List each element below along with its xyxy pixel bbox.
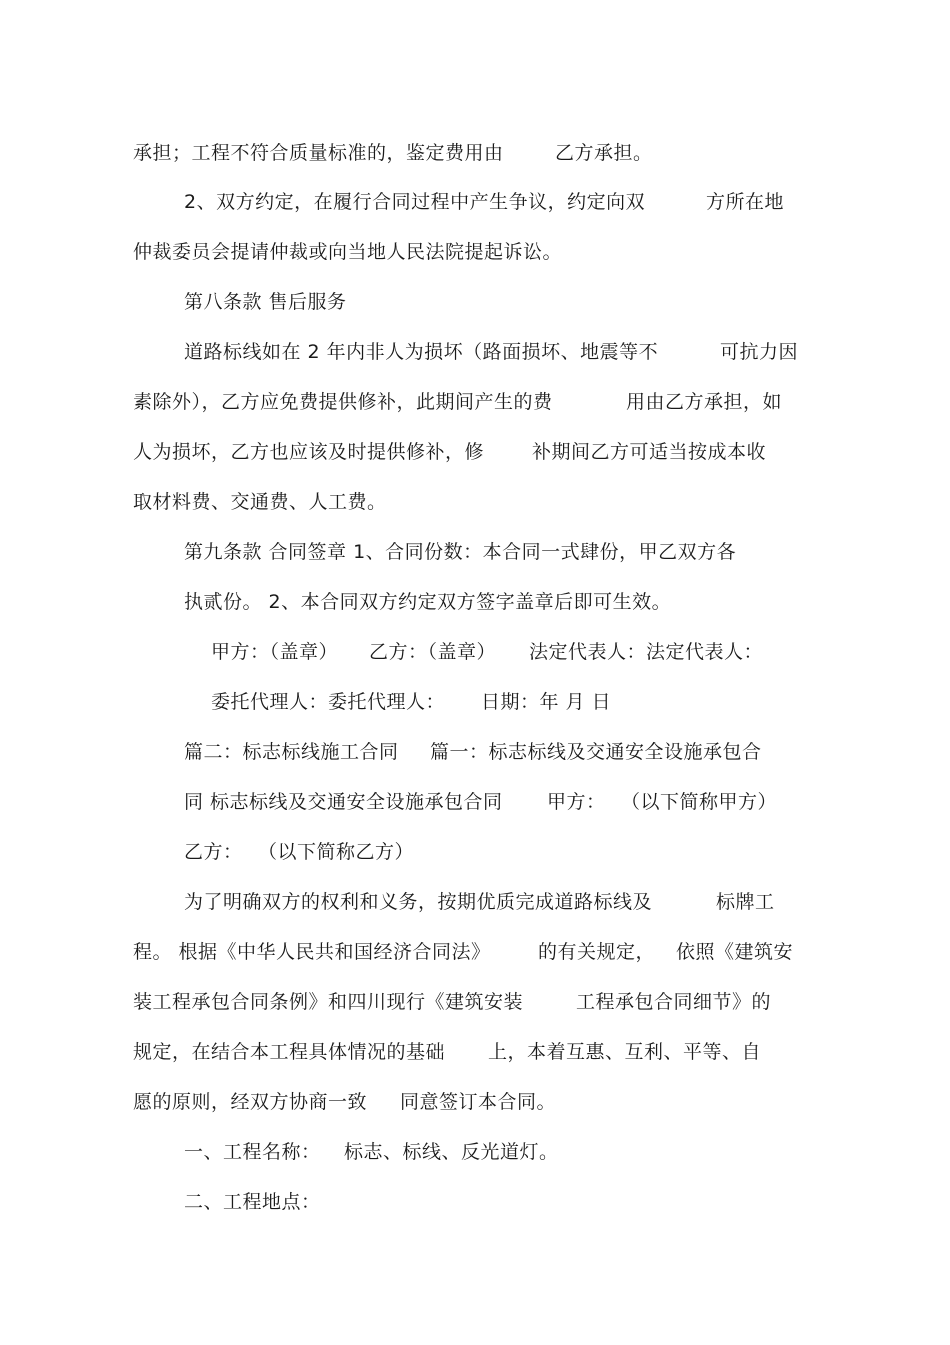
text-segment: 依照《建筑安 bbox=[676, 941, 794, 963]
text-segment: 委托代理人：委托代理人： bbox=[211, 691, 446, 713]
text-segment: （以下简称甲方） bbox=[621, 791, 778, 813]
text-segment: 法定代表人：法定代表人： bbox=[529, 641, 764, 663]
text-segment: 篇二：标志标线施工合同 bbox=[184, 741, 399, 763]
text-segment: 日期：年 月 日 bbox=[481, 691, 612, 713]
text-segment: 执贰份。 2、本合同双方约定双方签字盖章后即可生效。 bbox=[184, 591, 672, 613]
text-segment: 一、工程名称： bbox=[184, 1141, 321, 1163]
text-segment: 为了明确双方的权利和义务，按期优质完成道路标线及 bbox=[184, 891, 653, 913]
text-segment: 道路标线如在 2 年内非人为损坏（路面损坏、地震等不 bbox=[184, 341, 659, 363]
text-segment: 甲方：（盖章） bbox=[211, 641, 339, 663]
text-segment: 的有关规定， bbox=[538, 941, 656, 963]
text-segment: 同意签订本合同。 bbox=[400, 1091, 557, 1113]
text-segment: 同 标志标线及交通安全设施承包合同 bbox=[184, 791, 503, 813]
text-segment: 程。 根据《中华人民共和国经济合同法》 bbox=[133, 941, 491, 963]
text-segment: 第九条款 合同签章 1、合同份数：本合同一式肆份，甲乙双方各 bbox=[184, 541, 737, 563]
text-segment: 篇一：标志标线及交通安全设施承包合 bbox=[430, 741, 762, 763]
text-segment: 工程承包合同细节》的 bbox=[576, 991, 772, 1013]
text-segment: 规定，在结合本工程具体情况的基础 bbox=[133, 1041, 446, 1063]
text-segment: 愿的原则，经双方协商一致 bbox=[133, 1091, 368, 1113]
text-segment: 人为损坏，乙方也应该及时提供修补，修 bbox=[133, 441, 485, 463]
text-segment: 乙方：（盖章） bbox=[369, 641, 497, 663]
text-segment: 取材料费、交通费、人工费。 bbox=[133, 491, 387, 513]
text-segment: 承担；工程不符合质量标准的，鉴定费用由 bbox=[133, 142, 504, 164]
text-segment: 仲裁委员会提请仲裁或向当地人民法院提起诉讼。 bbox=[133, 241, 563, 263]
text-segment: 用由乙方承担，如 bbox=[626, 391, 783, 413]
text-segment: 上，本着互惠、互利、平等、自 bbox=[488, 1041, 762, 1063]
text-segment: 补期间乙方可适当按成本收 bbox=[532, 441, 767, 463]
text-segment: 素除外），乙方应免费提供修补，此期间产生的费 bbox=[133, 391, 553, 413]
text-segment: 乙方承担。 bbox=[555, 142, 653, 164]
text-segment: 标志、标线、反光道灯。 bbox=[344, 1141, 559, 1163]
text-segment: 方所在地 bbox=[706, 191, 785, 213]
text-segment: 标牌工 bbox=[716, 891, 775, 913]
text-segment: 二、工程地点： bbox=[184, 1191, 321, 1213]
text-segment: （以下简称乙方） bbox=[258, 841, 415, 863]
text-segment: 2、双方约定，在履行合同过程中产生争议，约定向双 bbox=[184, 191, 646, 213]
text-segment: 乙方： bbox=[184, 841, 243, 863]
text-segment: 装工程承包合同条例》和四川现行《建筑安装 bbox=[133, 991, 524, 1013]
text-segment: 第八条款 售后服务 bbox=[184, 291, 347, 313]
text-segment: 可抗力因 bbox=[720, 341, 799, 363]
text-segment: 甲方： bbox=[547, 791, 606, 813]
